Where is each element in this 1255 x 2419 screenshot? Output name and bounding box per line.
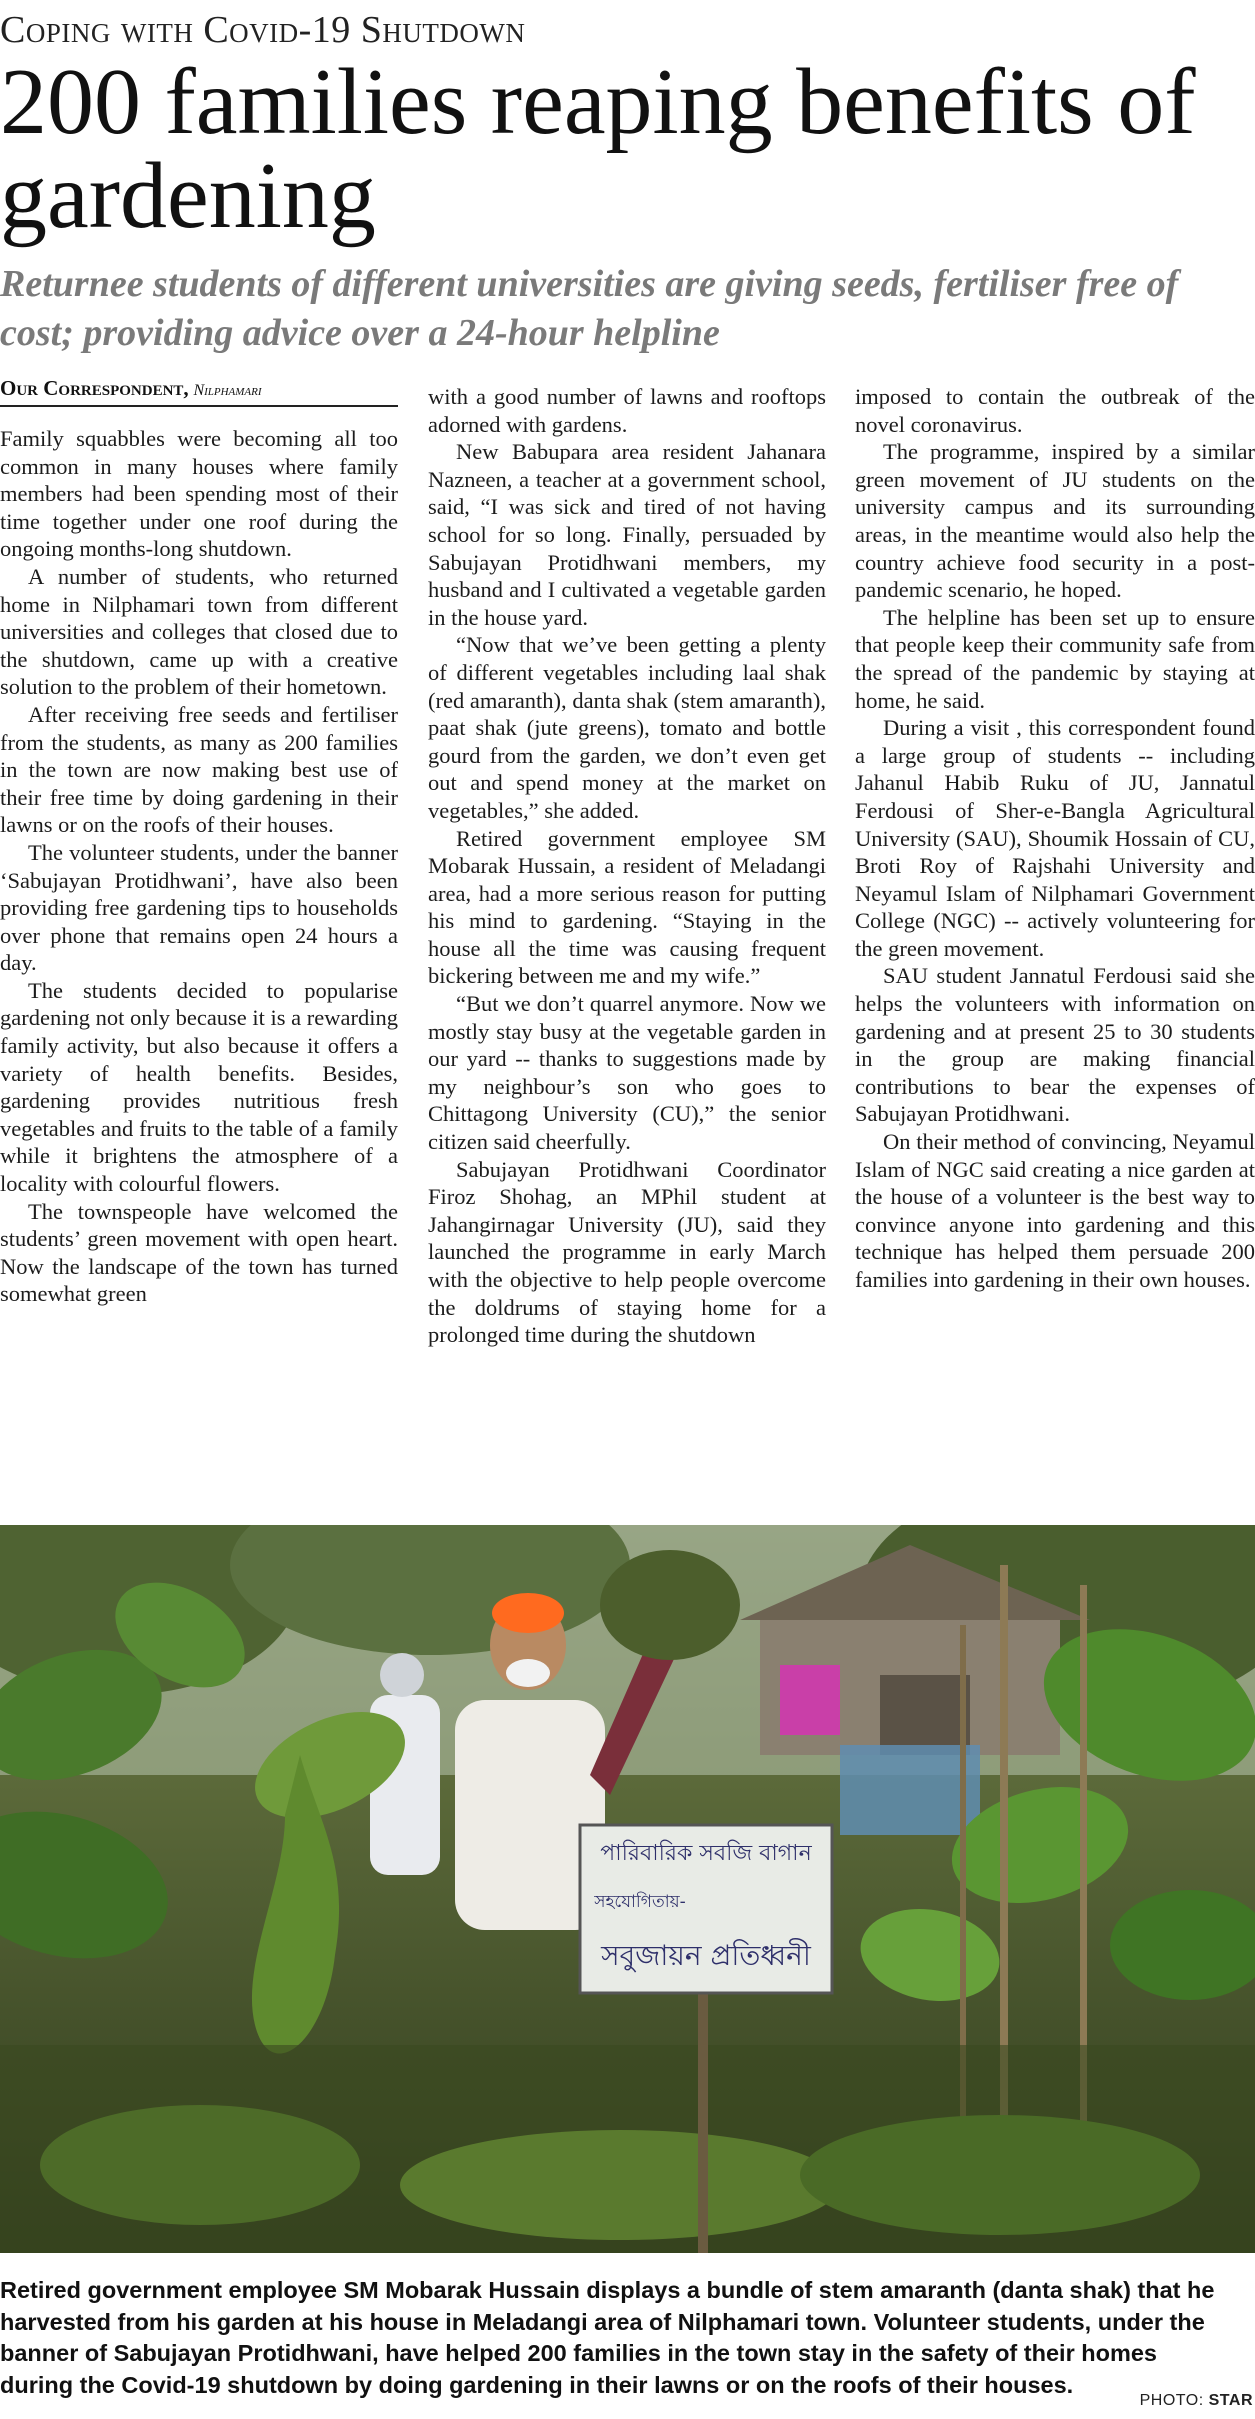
article-column-3 xyxy=(855,383,1255,1294)
sign-text-1: পারিবারিক সবজি বাগান xyxy=(600,1841,812,1866)
photo-credit-label: PHOTO: xyxy=(1139,2392,1204,2409)
byline xyxy=(0,376,398,407)
paragraph: Family squabbles were becoming all too common in many houses where family members had been spending most of their time together under one roof during the ongoing months-long shutdown. xyxy=(0,426,398,562)
paragraph: SAU student Jannatul Ferdousi said she helps the volunteers with information on gardening and at present 25 to 30 students in the group are making financial contributions to bear the expenses of Sabujayan Protidhwani. xyxy=(855,963,1255,1127)
article-column-1 xyxy=(0,425,398,1308)
byline-location: Nilphamari xyxy=(193,382,262,399)
paragraph: After receiving free seeds and fertiliser from the students, as many as 200 families in the town are now making best use of their free time by doing gardening in their lawns or on the roofs of their houses. xyxy=(0,701,398,838)
paragraph: New Babupara area resident Jahanara Nazneen, a teacher at a government school, said, “I was sick and tired of not having school for so long. Finally, persuaded by Sabujayan Protidhwani members, my husband and I cultivated a vegetable garden in the house yard. xyxy=(428,439,826,630)
sign-text-3: সবুজায়ন প্রতিধ্বনী xyxy=(601,1939,811,1972)
paragraph: The students decided to popularise gardening not only because it is a rewarding family activity, but also because it offers a variety of health benefits. Besides, gardening provides nutritious fresh vegetables and fruits to the table of a family while it brightens the atmosphere of a locality with colourful flowers. xyxy=(0,977,399,1197)
photo-caption: Retired government employee SM Mobarak Hussain displays a bundle of stem amaranth (danta shak) that he harvested from his garden at his house in Meladangi area of Nilphamari town. Volunteer students, under the banner of Sabujayan Protidhwani, have helped 200 families in the town stay in the safety of their homes during the Covid-19 shutdown by doing gardening in their lawns or on the roofs of their houses. xyxy=(0,2277,1215,2398)
paragraph: “Now that we’ve been getting a plenty of different vegetables including laal shak (red amaranth), danta shak (stem amaranth), paat shak (jute greens), tomato and bottle gourd from the garden, we don’t even get out and spend money at the market on vegetables,” she added. xyxy=(428,632,826,823)
headline: 200 families reaping benefits of gardening xyxy=(0,50,1196,248)
paragraph: A number of students, who returned home in Nilphamari town from different universities and colleges that closed due to the shutdown, came up with a creative solution to the problem of their hometown. xyxy=(0,563,398,700)
paragraph: The helpline has been set up to ensure that people keep their community safe from the spread of the pandemic by staying at home, he said. xyxy=(855,604,1255,713)
photo-credit xyxy=(1140,2392,1253,2410)
garden-photo xyxy=(0,1525,1255,2253)
paragraph: The volunteer students, under the banner ‘Sabujayan Protidhwani’, have also been providing free gardening tips to households over phone that remains open 24 hours a day. xyxy=(0,839,398,976)
photo-credit-source: STAR xyxy=(1208,2392,1253,2409)
article-column-2 xyxy=(428,383,826,1349)
paragraph: with a good number of lawns and rooftops adorned with gardens. xyxy=(428,384,826,437)
paragraph: On their method of convincing, Neyamul Islam of NGC said creating a nice garden at the house of a volunteer is the best way to convince anyone into gardening and this technique has helped them persuade 200 families into gardening in their own houses. xyxy=(855,1129,1255,1292)
garden-photo-illustration xyxy=(0,1525,1255,2253)
paragraph: During a visit , this correspondent found a large group of students -- including Jahanul Habib Ruku of JU, Jannatul Ferdousi of Sher-e-Bangla Agricultural University (SAU), Shoumik Hossain of CU, Broti Roy of Rajshahi University and Neyamul Islam of Nilphamari Government College (NGC) -- actively volunteering for the green movement. xyxy=(855,715,1255,961)
byline-author: Our Correspondent, xyxy=(0,376,189,400)
paragraph: Retired government employee SM Mobarak Hussain, a resident of Meladangi area, had a more serious reason for putting his mind to gardening. “Staying in the house all the time was causing frequent bickering between me and my wife.” xyxy=(428,825,826,989)
paragraph: The townspeople have welcomed the students’ green movement with open heart. Now the landscape of the town has turned somewhat green xyxy=(0,1198,398,1307)
section-kicker: Coping with Covid-19 Shutdown xyxy=(0,9,526,51)
paragraph: The programme, inspired by a similar green movement of JU students on the university campus and its surrounding areas, in the meantime would also help the country achieve food security in a post-pandemic scenario, he hoped. xyxy=(855,439,1255,603)
sign-text-2: সহযোগিতায়- xyxy=(594,1892,686,1912)
deck-subheadline: Returnee students of different universities are giving seeds, fertiliser free of cost; providing advice over a 24-hour helpline xyxy=(0,263,1179,354)
paragraph: “But we don’t quarrel anymore. Now we mostly stay busy at the vegetable garden in our yard -- thanks to suggestions made by my neighbour’s son who goes to Chittagong University (CU),” the senior citizen said cheerfully. xyxy=(428,991,826,1155)
paragraph: imposed to contain the outbreak of the novel coronavirus. xyxy=(855,384,1255,437)
paragraph: Sabujayan Protidhwani Coordinator Firoz Shohag, an MPhil student at Jahangirnagar University (JU), said they launched the programme in early March with the objective to help people overcome the doldrums of staying home for a prolonged time during the shutdown xyxy=(428,1156,826,1348)
